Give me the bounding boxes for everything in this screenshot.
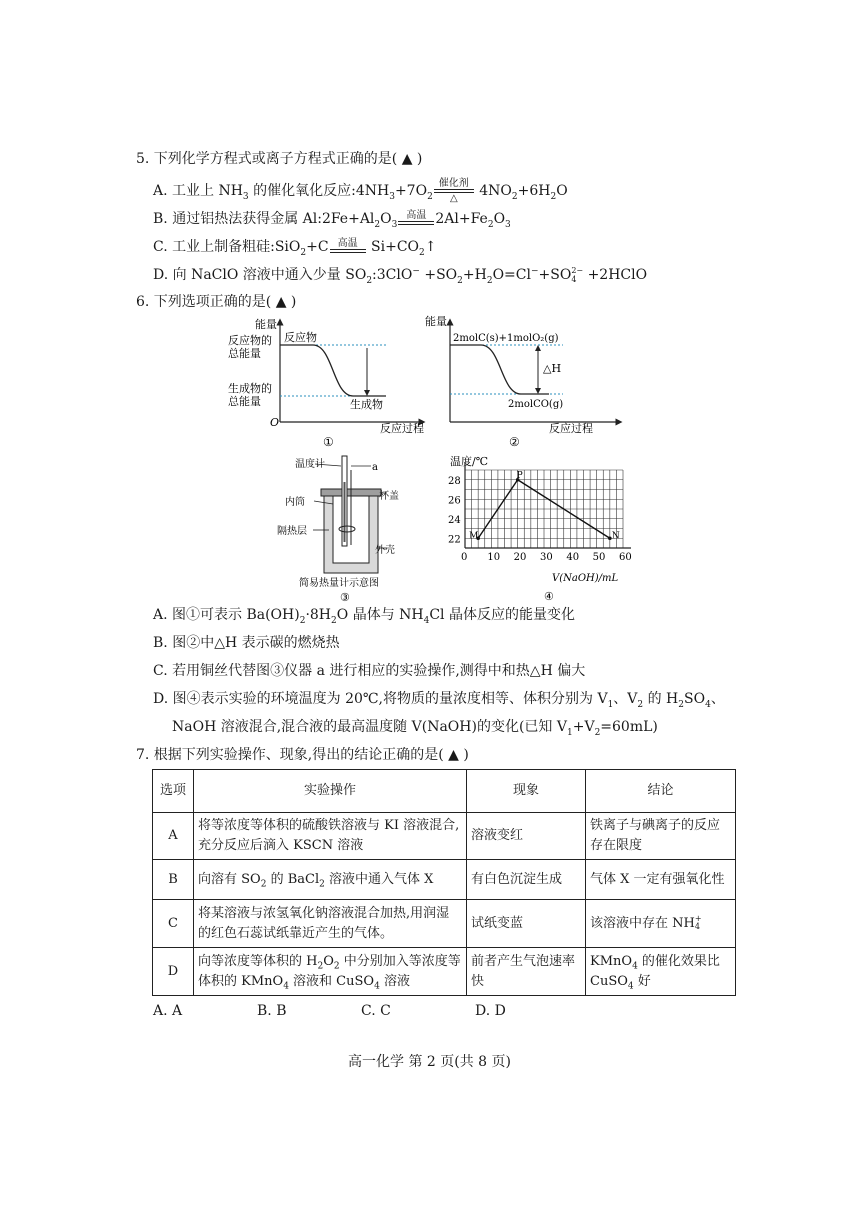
row-operation: 将等浓度等体积的硫酸铁溶液与 KI 溶液混合,充分反应后滴入 KSCN 溶液 — [194, 813, 467, 860]
x-axis-label: 反应过程 — [549, 422, 593, 435]
x-tick-label: 30 — [540, 552, 553, 563]
row-conclusion: 气体 X 一定有强氧化性 — [586, 860, 736, 900]
q7-stem: 7. 根据下列实验操作、现象,得出的结论正确的是( ▲ ) — [136, 747, 469, 763]
x-tick-label: 0 — [461, 552, 468, 563]
q7-table — [152, 769, 736, 996]
row-conclusion: 该溶液中存在 NH + 4 — [586, 900, 736, 948]
figure-number: ③ — [340, 591, 350, 604]
q5-option-a: A. 工业上 $NH_3$ 的催化氧化反应$:4NH_3+7O_2$ 催化剂 △ $4NO_2+6H_2O$ — [153, 178, 568, 204]
row-option: D — [153, 948, 194, 996]
row-phenomenon: 试纸变蓝 — [467, 900, 586, 948]
row-phenomenon: 有白色沉淀生成 — [467, 860, 586, 900]
q5-option-c: C. 工业上制备粗硅:SiO$_2$+C 高温 $Si+CO_2↑$ — [153, 237, 437, 258]
q6-option-a: A. 图①可表示 $Ba(OH)_2\cdot 8H_2O$ 晶体与 $NH_4Cl$ 晶体反应的能量变化 — [153, 607, 575, 626]
table-header-row — [153, 770, 736, 813]
product-label: 2molCO(g) — [508, 399, 564, 410]
y-axis-label: 温度/℃ — [450, 455, 489, 468]
x-tick-label: 60 — [619, 552, 632, 563]
table-row — [153, 813, 736, 860]
q7-choice-a: A. A — [153, 1003, 183, 1019]
row-operation: 将某溶液与浓氢氧化钠溶液混合加热,用润湿的红色石蕊试纸靠近产生的气体。 — [194, 900, 467, 948]
figure-number: ② — [509, 435, 520, 449]
q5-option-d: D. 向 NaClO 溶液中通入少量 $SO_2:3ClO^- +SO_2+H_2O=Cl^-+SO$ 2− 4 +2HClO — [153, 266, 648, 286]
thermometer-label: 温度计 — [295, 459, 325, 470]
reaction-condition: 催化剂 △ — [434, 178, 474, 204]
table-row — [153, 900, 736, 948]
q6-option-b: B. 图②中△H 表示碳的燃烧热 — [153, 635, 340, 651]
figure-4-temperature-chart — [440, 450, 640, 605]
header-option: 选项 — [153, 770, 194, 813]
caption: 简易热量计示意图 — [299, 578, 379, 589]
reactant-energy-label: 反应物的 — [228, 334, 272, 347]
q7-choice-c: C. C — [361, 1003, 391, 1019]
x-tick-label: 10 — [487, 552, 501, 563]
q6-stem: 6. 下列选项正确的是( ▲ ) — [136, 294, 297, 310]
q7-choice-d: D. D — [475, 1003, 506, 1019]
q5-stem: 5. 下列化学方程式或离子方程式正确的是( ▲ ) — [136, 151, 423, 167]
row-conclusion: 铁离子与碘离子的反应存在限度 — [586, 813, 736, 860]
q6-option-c: C. 若用铜丝代替图③仪器 a 进行相应的实验操作,测得中和热△H 偏大 — [153, 663, 586, 679]
origin-label: O — [270, 416, 280, 429]
q5-option-b: B. 通过铝热法获得金属 $Al:2Fe+Al_2O_3$ 高温 $2Al+Fe_2O_3$ — [153, 209, 511, 230]
product-energy-label-2: 总能量 — [228, 395, 261, 408]
figure-number: ① — [323, 435, 334, 449]
figure-3-calorimeter — [277, 452, 405, 604]
row-operation: 向等浓度等体积的 $H_2O_2$ 中分别加入等浓度等体积的 KMnO$_4$ 溶液和 CuSO$_4$ 溶液 — [194, 948, 467, 996]
insulation-label: 隔热层 — [277, 526, 307, 537]
reaction-condition: 高温 — [330, 238, 366, 257]
header-conclusion: 结论 — [586, 770, 736, 813]
reactant-label: 反应物 — [284, 331, 317, 344]
x-tick-label: 40 — [566, 552, 580, 563]
y-axis-label: 能量 — [255, 318, 277, 331]
point-label: P — [516, 470, 523, 481]
y-tick-label: 26 — [448, 495, 461, 507]
x-tick-label: 20 — [513, 552, 527, 563]
row-operation: 向溶有 $SO_2$ 的 BaCl$_2$ 溶液中通入气体 X — [194, 860, 467, 900]
q7-choice-b: B. B — [257, 1003, 287, 1019]
reaction-condition: 高温 — [398, 210, 434, 229]
delta-h-label: △H — [543, 362, 562, 375]
row-option: A — [153, 813, 194, 860]
row-option: B — [153, 860, 194, 900]
inner-cup-label: 内筒 — [285, 497, 305, 508]
x-axis-label: V(NaOH)/mL — [552, 573, 619, 584]
figure-number: ④ — [544, 590, 554, 603]
header-phenomenon: 现象 — [467, 770, 586, 813]
table-row — [153, 948, 736, 996]
point-label: N — [611, 531, 620, 542]
figure-1-energy-diagram — [228, 312, 428, 452]
y-tick-label: 22 — [448, 534, 461, 546]
header-operation: 实验操作 — [194, 770, 467, 813]
reactant-energy-label-2: 总能量 — [228, 347, 261, 360]
row-option: C — [153, 900, 194, 948]
page-footer: 高一化学 第 2 页(共 8 页) — [348, 1054, 511, 1070]
q6-option-d: D. 图④表示实验的环境温度为 20℃,将物质的量浓度相等、体积分别为 $V_1$、$V_2$ 的 $H_2SO_4$、 — [153, 691, 725, 710]
figure-2-energy-diagram — [423, 312, 623, 452]
product-energy-label: 生成物的 — [228, 382, 272, 395]
outer-shell-label: 外壳 — [375, 545, 395, 556]
point-label: M — [469, 531, 479, 542]
x-axis-label: 反应过程 — [380, 422, 424, 435]
row-phenomenon: 溶液变红 — [467, 813, 586, 860]
y-tick-label: 28 — [448, 475, 461, 487]
row-conclusion: KMnO$_4$ 的催化效果比 CuSO$_4$ 好 — [586, 948, 736, 996]
row-phenomenon: 前者产生气泡速率快 — [467, 948, 586, 996]
lid-label: 杯盖 — [379, 491, 399, 502]
stirrer-label: a — [372, 462, 378, 473]
reactant-label: 2molC(s)+1molO₂(g) — [453, 333, 559, 344]
q6-option-d-cont: NaOH 溶液混合,混合液的最高温度随 V(NaOH)的变化(已知 $V_1+V_2=60mL$) — [172, 719, 658, 738]
x-tick-label: 50 — [592, 552, 606, 563]
y-axis-label: 能量 — [425, 315, 447, 328]
y-tick-label: 24 — [448, 514, 461, 526]
product-label: 生成物 — [350, 398, 383, 411]
table-row — [153, 860, 736, 900]
